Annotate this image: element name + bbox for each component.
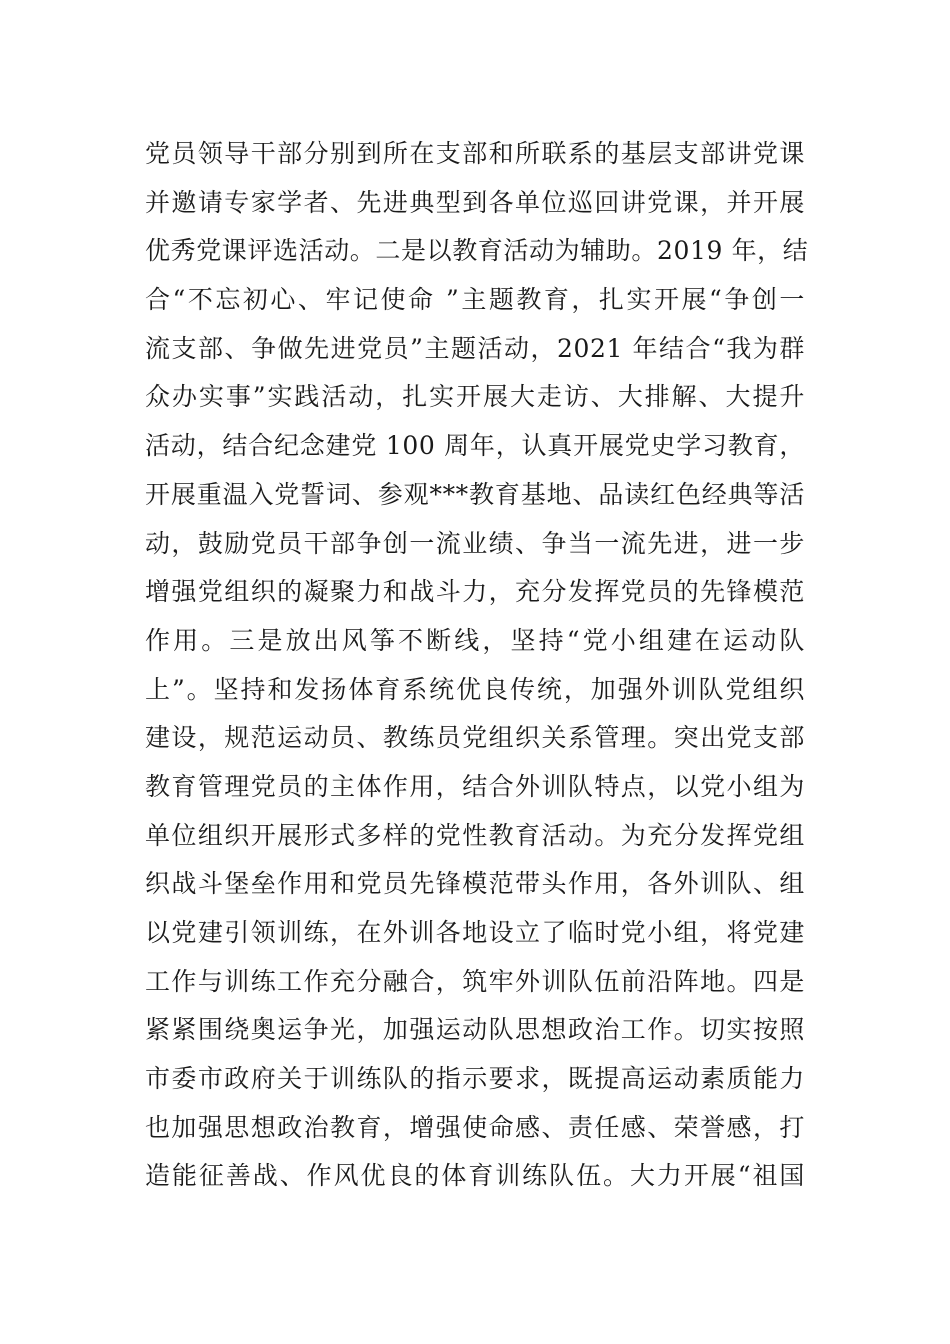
text-line-7: 活动，结合纪念建党 100 周年，认真开展党史学习教育， <box>145 431 805 461</box>
body-paragraph <box>145 130 809 1201</box>
text-line-3: 优秀党课评选活动。二是以教育活动为辅助。2019 年，结 <box>145 236 809 266</box>
text-line-13: 建设，规范运动员、教练员党组织关系管理。突出党支部 <box>145 723 805 753</box>
text-line-11: 作用。三是放出风筝不断线，坚持“党小组建在运动队 <box>145 625 805 655</box>
text-line-8: 开展重温入党誓词、参观***教育基地、品读红色经典等活 <box>145 479 805 509</box>
text-line-15: 单位组织开展形式多样的党性教育活动。为充分发挥党组 <box>145 820 805 850</box>
text-line-20: 市委市政府关于训练队的指示要求，既提高运动素质能力 <box>145 1064 805 1094</box>
text-line-16: 织战斗堡垒作用和党员先锋模范带头作用，各外训队、组 <box>145 869 805 899</box>
text-line-9: 动，鼓励党员干部争创一流业绩、争当一流先进，进一步 <box>145 528 805 558</box>
text-line-19: 紧紧围绕奥运争光，加强运动队思想政治工作。切实按照 <box>145 1015 805 1045</box>
text-line-1: 党员领导干部分别到所在支部和所联系的基层支部讲党课 <box>145 139 805 168</box>
text-line-10: 增强党组织的凝聚力和战斗力，充分发挥党员的先锋模范 <box>145 577 805 607</box>
text-line-6: 众办实事”实践活动，扎实开展大走访、大排解、大提升 <box>145 382 805 412</box>
text-line-4: 合“不忘初心、牢记使命 ”主题教育，扎实开展“争创一 <box>145 285 805 315</box>
text-line-2: 并邀请专家学者、先进典型到各单位巡回讲党课，并开展 <box>145 187 805 217</box>
text-line-21: 也加强思想政治教育，增强使命感、责任感、荣誉感，打 <box>145 1112 805 1142</box>
text-line-18: 工作与训练工作充分融合，筑牢外训队伍前沿阵地。四是 <box>145 966 805 996</box>
text-line-17: 以党建引领训练，在外训各地设立了临时党小组，将党建 <box>145 918 805 947</box>
text-line-22: 造能征善战、作风优良的体育训练队伍。大力开展“祖国 <box>145 1161 805 1191</box>
text-line-5: 流支部、争做先进党员”主题活动，2021 年结合“我为群 <box>145 333 805 363</box>
text-line-12: 上”。坚持和发扬体育系统优良传统，加强外训队党组织 <box>145 674 805 704</box>
text-line-14: 教育管理党员的主体作用，结合外训队特点，以党小组为 <box>145 771 805 801</box>
